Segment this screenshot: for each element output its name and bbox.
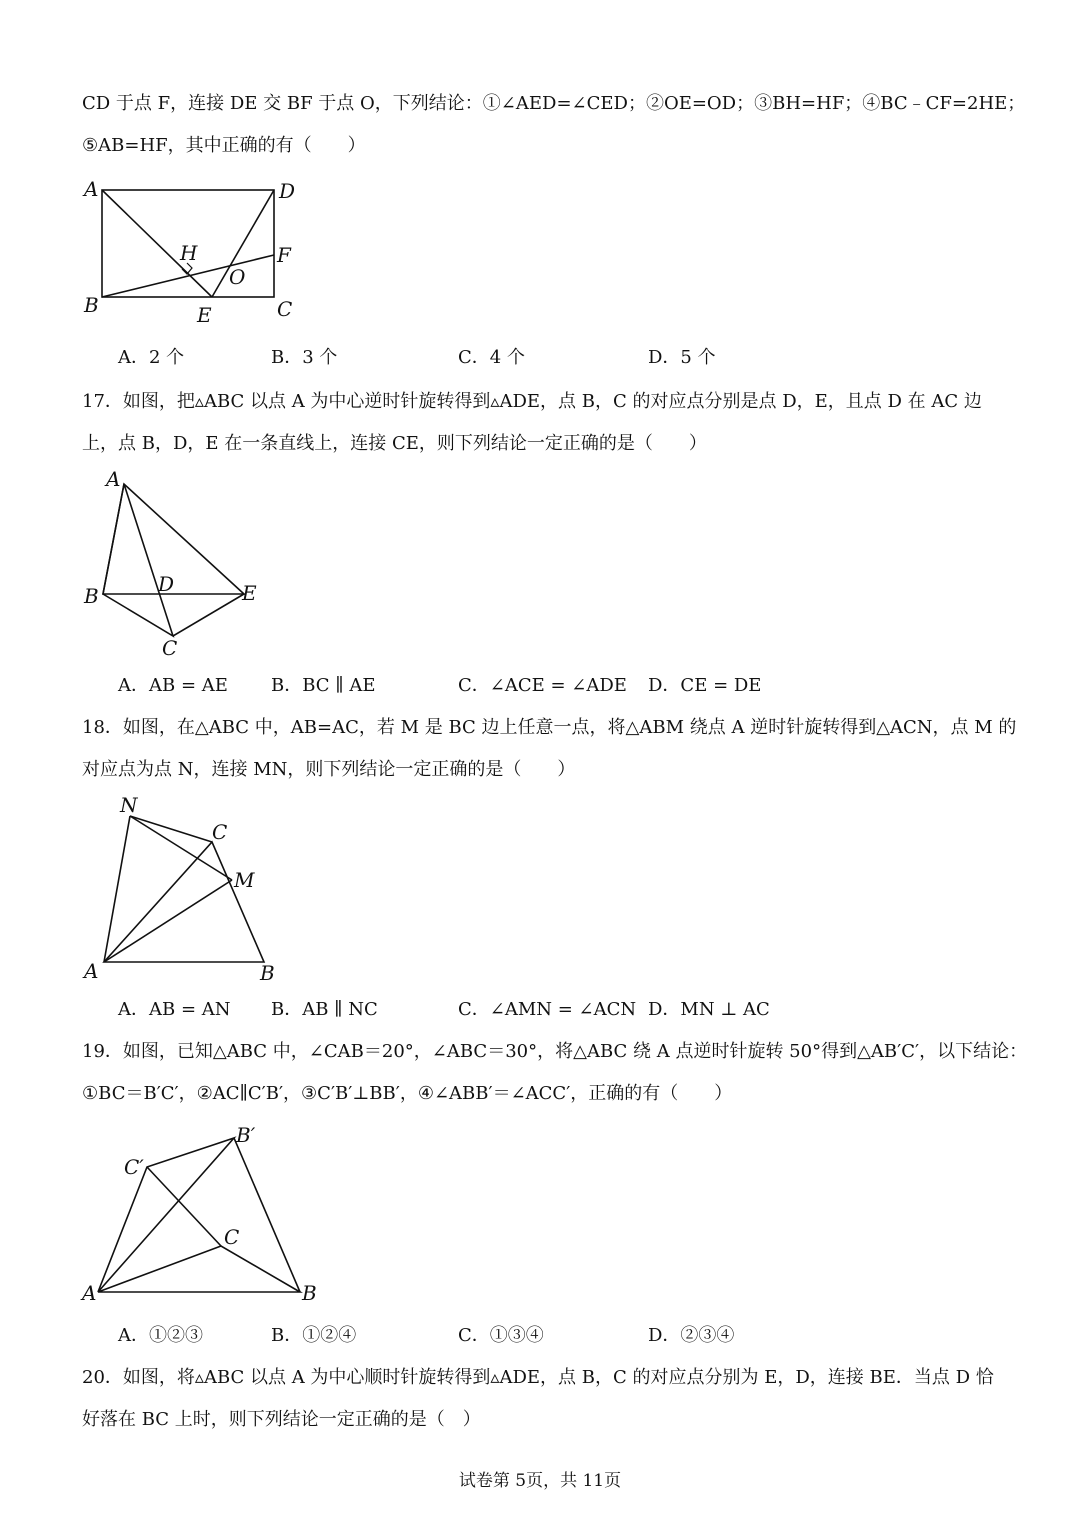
q18-figure <box>78 790 298 990</box>
q18-label-N: N <box>120 793 138 817</box>
q16-options <box>118 346 1018 370</box>
q19-text-line2: ①BC＝B′C′，②AC∥C′B′，③C′B′⊥BB′，④∠ABB′＝∠ACC′，正确的有（ ） <box>82 1083 733 1104</box>
q17-figure <box>78 462 278 662</box>
q19-option-a[interactable]: A．①②③ <box>118 1325 203 1346</box>
q17-option-c[interactable]: C．∠ACE = ∠ADE <box>458 675 627 696</box>
q18-text-line1: 18．如图，在△ABC 中，AB=AC，若 M 是 BC 边上任意一点，将△ABM 绕点 A 逆时针旋转得到△ACN，点 M 的 <box>82 717 1017 738</box>
q19-option-c[interactable]: C．①③④ <box>458 1325 544 1346</box>
q17-text-line2: 上，点 B，D，E 在一条直线上，连接 CE，则下列结论一定正确的是（ ） <box>82 433 707 454</box>
q17-text-line1: 17．如图，把▵ABC 以点 A 为中心逆时针旋转得到▵ADE，点 B，C 的对应点分别是点 D，E，且点 D 在 AC 边 <box>82 391 982 412</box>
q18-triangle-ABC <box>104 842 264 962</box>
q16-figure <box>78 170 318 330</box>
q16-label-A: A <box>84 177 99 201</box>
q18-text-line2: 对应点为点 N，连接 MN，则下列结论一定正确的是（ ） <box>82 759 576 780</box>
q16-label-F: F <box>277 243 291 267</box>
q18-label-C: C <box>212 820 228 844</box>
q18-segment-AN <box>104 816 130 962</box>
q18-label-B: B <box>260 961 275 985</box>
q16-label-B: B <box>84 293 99 317</box>
q17-label-C: C <box>162 636 178 660</box>
q17-triangle-ABC <box>103 484 173 636</box>
q17-label-B: B <box>84 584 99 608</box>
q20-text-line1: 20．如图，将▵ABC 以点 A 为中心顺时针旋转得到▵ADE，点 B，C 的对应点分别为 E，D，连接 BE．当点 D 恰 <box>82 1367 994 1388</box>
q19-options <box>118 1324 1018 1348</box>
q16-text-line2: ⑤AB=HF，其中正确的有（ ） <box>82 135 366 156</box>
q17-segment-CE <box>173 594 244 636</box>
q17-option-b[interactable]: B．BC ∥ AE <box>271 675 376 696</box>
q17-option-a[interactable]: A．AB = AE <box>118 675 228 696</box>
q19-triangle-AB1C1 <box>98 1138 234 1292</box>
q16-option-d[interactable]: D．5 个 <box>648 347 716 368</box>
q16-label-O: O <box>229 265 246 289</box>
q19-label-B1: B′ <box>236 1123 256 1147</box>
q17-label-E: E <box>242 581 257 605</box>
q16-option-c[interactable]: C．4 个 <box>458 347 525 368</box>
q19-segment-BB1 <box>234 1138 300 1292</box>
q19-label-B: B <box>302 1281 317 1305</box>
q16-label-D: D <box>279 179 296 203</box>
q19-triangle-ABC <box>98 1246 300 1292</box>
q18-segment-NC <box>130 816 212 842</box>
q16-label-C: C <box>277 297 293 321</box>
q18-option-c[interactable]: C．∠AMN = ∠ACN <box>458 999 637 1020</box>
q17-label-A: A <box>106 467 121 491</box>
q17-option-d[interactable]: D．CE = DE <box>648 675 762 696</box>
q16-option-b[interactable]: B．3 个 <box>271 347 338 368</box>
q18-label-A: A <box>84 959 99 983</box>
q19-label-C1: C′ <box>124 1155 144 1179</box>
q19-segment-CC1 <box>147 1167 221 1246</box>
q18-options <box>118 998 1018 1022</box>
q19-figure <box>78 1120 328 1310</box>
q19-label-C: C <box>224 1225 240 1249</box>
q18-segment-AM <box>104 880 232 962</box>
q19-label-A: A <box>82 1281 97 1305</box>
q19-text-line1: 19．如图，已知△ABC 中，∠CAB＝20°，∠ABC＝30°，将△ABC 绕 A 点逆时针旋转 50°得到△AB′C′，以下结论： <box>82 1041 1028 1062</box>
q18-label-M: M <box>234 868 255 892</box>
q16-text-line1: CD 于点 F，连接 DE 交 BF 于点 O，下列结论：①∠AED=∠CED；②OE=OD；③BH=HF；④BC﹣CF=2HE； <box>82 93 1026 114</box>
q19-option-d[interactable]: D．②③④ <box>648 1325 735 1346</box>
q17-options <box>118 674 1018 698</box>
q16-option-a[interactable]: A．2 个 <box>118 347 185 368</box>
q17-label-D: D <box>158 572 175 596</box>
q18-option-d[interactable]: D．MN ⊥ AC <box>648 999 770 1020</box>
q16-label-H: H <box>180 241 198 265</box>
page-footer: 试卷第 5页，共 11页 <box>458 1471 622 1491</box>
q20-text-line2: 好落在 BC 上时，则下列结论一定正确的是（ ） <box>82 1409 481 1430</box>
q18-option-b[interactable]: B．AB ∥ NC <box>271 999 378 1020</box>
q16-label-E: E <box>197 303 212 327</box>
q18-option-a[interactable]: A．AB = AN <box>118 999 231 1020</box>
q19-option-b[interactable]: B．①②④ <box>271 1325 357 1346</box>
